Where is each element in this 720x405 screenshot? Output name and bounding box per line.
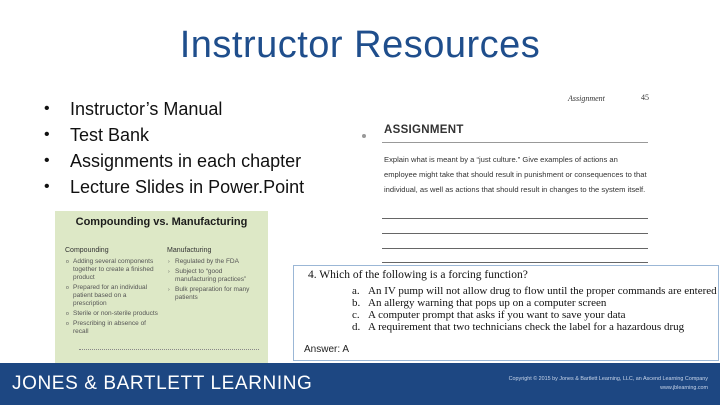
answer-line [382, 218, 648, 219]
column-heading: Compounding [65, 247, 109, 254]
answer-option: d. A requirement that two technicians check the label for a hazardous drug [352, 321, 685, 333]
bullet-icon: • [44, 100, 50, 117]
assignment-body: Explain what is meant by a “just culture.” Give examples of actions an employee might take that should result in punishment or consequences to that individual, as well as actions that should result in changes to the system itself. [384, 155, 647, 194]
list-item: o Prescribing in absence of recall [65, 320, 161, 336]
column-heading: Manufacturing [167, 247, 212, 254]
answer-option: c. A computer prompt that asks if you want to save your data [352, 309, 626, 321]
quiz-question-box [293, 265, 719, 361]
brand-logo: JONES & BARTLETT LEARNING [12, 373, 313, 394]
list-item: o Prepared for an individual patient based on a prescription [65, 284, 161, 308]
assignment-heading: ASSIGNMENT [384, 124, 464, 136]
answer-option: a. An IV pump will not allow drug to flow until the proper commands are entered [352, 285, 717, 297]
list-item [44, 174, 344, 200]
list-item: › Bulk preparation for many patients [167, 286, 263, 302]
list-item-label: Instructor’s Manual [70, 98, 223, 119]
answer-option: b. An allergy warning that pops up on a computer screen [352, 297, 607, 309]
answer-line [382, 262, 648, 263]
list-item-label: Lecture Slides in Power.Point [70, 176, 305, 197]
divider [382, 142, 648, 143]
answer-line [382, 248, 648, 249]
manufacturing-column [167, 247, 263, 304]
list-item-label: Assignments in each chapter [70, 150, 302, 171]
list-item-label: Test Bank [70, 124, 150, 145]
compounding-column [65, 247, 161, 338]
bullet-icon: • [44, 152, 50, 169]
list-item: › Regulated by the FDA [167, 258, 263, 266]
bullet-icon: • [44, 126, 50, 143]
bullet-icon: • [44, 178, 50, 195]
footer-bar [0, 363, 720, 405]
assignment-page-image [356, 86, 656, 266]
list-item: o Sterile or non-sterile products [65, 310, 161, 318]
page-number: 45 [641, 93, 649, 102]
slide-caption [79, 349, 259, 352]
answer-key: Answer: A [304, 344, 350, 355]
list-item [44, 148, 344, 174]
question-text: 4. Which of the following is a forcing function? [308, 269, 528, 281]
resource-list [44, 96, 344, 200]
slide-title: Instructor Resources [179, 24, 541, 66]
slide-thumbnail-title: Compounding vs. Manufacturing [75, 216, 248, 228]
slide-thumbnail [55, 211, 268, 363]
running-head: Assignment [568, 94, 605, 103]
list-item [44, 122, 344, 148]
list-item [44, 96, 344, 122]
answer-line [382, 233, 648, 234]
copyright-notice: Copyright © 2015 by Jones & Bartlett Learning, LLC, an Ascend Learning Company www.jblearning.com [508, 376, 708, 391]
list-item: › Subject to “good manufacturing practices” [167, 268, 263, 284]
bullet-icon [362, 134, 366, 138]
list-item: o Adding several components together to create a finished product [65, 258, 161, 282]
